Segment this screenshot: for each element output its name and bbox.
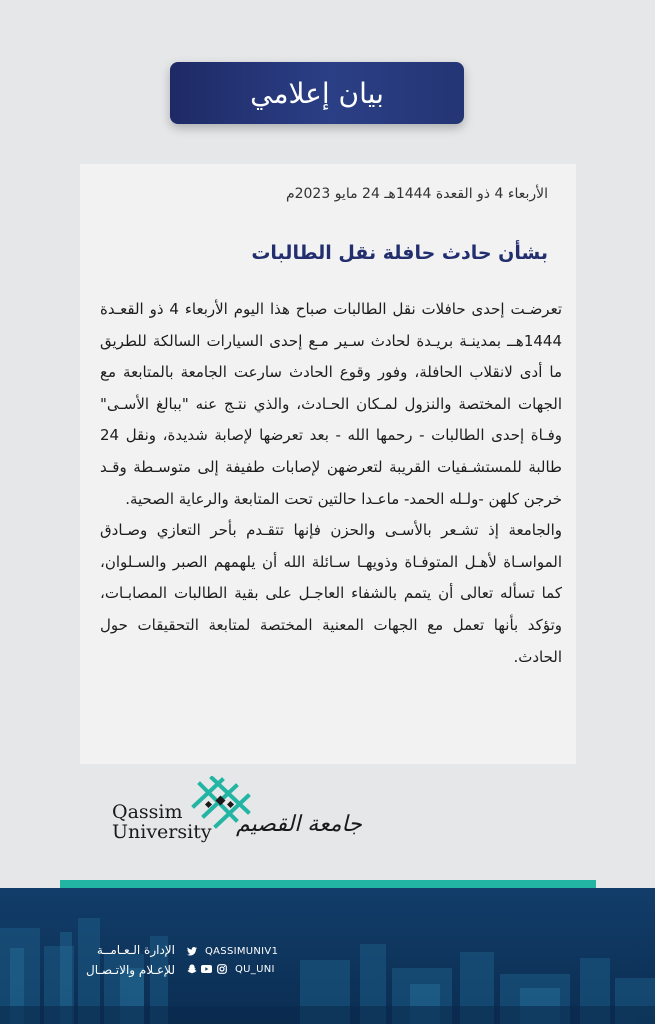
- youtube-icon: [201, 964, 212, 975]
- snapchat-handle: QU_UNI: [235, 963, 275, 975]
- social-row-others[interactable]: [186, 960, 278, 978]
- twitter-handle: QASSIMUNIV1: [205, 945, 279, 957]
- page-title: بيان إعلامي: [250, 76, 384, 110]
- social-links: [186, 942, 278, 978]
- logo-arabic-name: جامعة القصيم: [236, 812, 362, 837]
- statement-body: [100, 294, 562, 673]
- snapchat-icon: [186, 964, 197, 975]
- footer-accent-bar: [60, 880, 596, 888]
- title-box: [170, 62, 464, 124]
- instagram-icon: [216, 964, 227, 975]
- social-row-twitter[interactable]: [186, 942, 278, 960]
- logo-english-name: Qassim University: [112, 801, 212, 843]
- statement-subject: بشأن حادث حافلة نقل الطالبات: [251, 242, 548, 264]
- university-logo: [112, 776, 362, 856]
- twitter-icon: [186, 946, 197, 957]
- body-paragraph-2: والجامعة إذ تشـعر بالأسـى والحزن فإنها تتقـدم بأحر التعازي وصـادق المواسـاة لأهـل المتوفـاة وذويهـا سـائلة الله أن يلهمهم الصبر والسـلوان، كما تسأله تعالى أن يتمم بالشفاء العاجـل على بقية الطالبات المصابـات، وتؤكد بأنها تعمل مع الجهات المعنية المختصة لمتابعة التحقيقات حول الحادث.: [100, 521, 562, 666]
- footer-band: [0, 888, 655, 1024]
- title-banner: [170, 62, 464, 124]
- statement-date: الأربعاء 4 ذو القعدة 1444هـ 24 مايو 2023م: [285, 186, 548, 202]
- body-paragraph-1: تعرضـت إحدى حافلات نقل الطالبات صباح هذا اليوم الأربعاء 4 ذو القعـدة 1444هــ بمدينـة بريـدة لحادث سـير مـع إحدى السيارات السالكة للطريق ما أدى لانقلاب الحافلة، وفور وقوع الحادث سارعت الجامعة بالمتابعة مع الجهات المختصة والنزول لمـكان الحـادث، والذي نتـج عنه "ببالغ الأسـى" وفـاة إحدى الطالبات - رحمها الله - بعد تعرضها لإصابة شديدة، ونقل 24 طالبة للمستشـفيات القريبة لتعرضهن لإصابات طفيفة إلى متوسـطة وقـد خرجن كلهن -ولـله الحمد- ماعـدا حالتين تحت المتابعة والرعاية الصحية.: [100, 300, 562, 508]
- footer-department-name: الإدارة الـعـامــة للإعـلام والاتـصـال: [85, 943, 175, 977]
- statement-card: [80, 164, 576, 764]
